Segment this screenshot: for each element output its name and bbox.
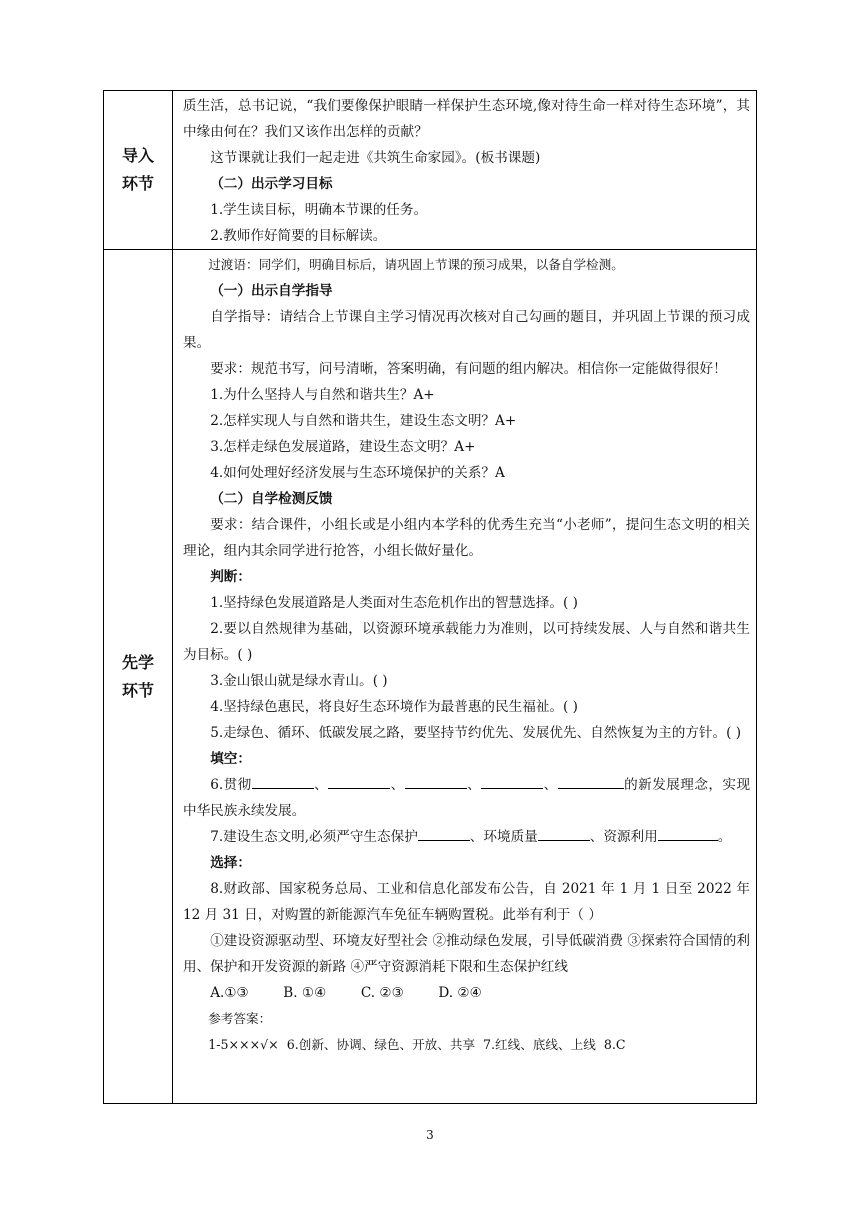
row-intro [104,91,757,250]
blank [405,773,467,789]
fill7-text: 、环境质量 [469,829,538,845]
question-8-choices: A.①③ B. ①④ C. ②③ D. ②④ [210,985,482,1001]
intro-topic: 这节课就让我们一起走进《共筑生命家园》。(板书课题) [210,150,541,166]
blank [658,825,718,841]
row-label-selfstudy [104,250,173,1104]
judge-1: 1.坚持绿色发展道路是人类面对生态危机作出的智慧选择。( ) [210,595,578,611]
choice-title: 选择： [210,855,251,871]
judge-2: 2.要以自然规律为基础，以资源环境承载能力为准则，以可持续发展、人与自然和谐共生为目标。( ) [183,621,750,663]
judge-3: 3.金山银山就是绿水青山。( ) [210,673,388,689]
row-label-intro [104,91,173,250]
goal-1: 1.学生读目标，明确本节课的任务。 [210,202,428,218]
transition-text: 过渡语：同学们，明确目标后，请巩固上节课的预习成果，以备自学检测。 [208,257,624,272]
requirement-2: 要求：结合课件，小组长或是小组内本学科的优秀生充当“小老师”，提问生态文明的相关理论，组内其余同学进行抢答，小组长做好量化。 [183,517,750,559]
question-4: 4.如何处理好经济发展与生态环境保护的关系？A [210,465,505,481]
guide-text: 自学指导：请结合上节课自主学习情况再次核对自己勾画的题目，并巩固上节课的预习成果。 [183,309,750,351]
label-line2: 环节 [121,680,154,700]
question-8-options: ①建设资源驱动型、环境友好型社会 ②推动绿色发展，引导低碳消费 ③探索符合国情的利用、保护和开发资源的新路 ④严守资源消耗下限和生态保护红线 [183,933,750,975]
label-line1: 先学 [121,652,154,672]
fill6-prefix: 6.贯彻 [210,777,252,793]
label-line2: 环节 [121,174,154,193]
judge-5: 5.走绿色、循环、低碳发展之路，要坚持节约优先、发展优先、自然恢复为主的方针。( ) [210,725,742,741]
judge-4: 4.坚持绿色惠民，将良好生态环境作为最普惠的民生福祉。( ) [210,699,578,715]
fill7-text: 。 [717,829,732,845]
heading-goals: （二）出示学习目标 [210,176,333,192]
blank [252,773,314,789]
fill7-text: 7.建设生态文明,必须严守生态保护 [210,829,418,845]
fill6-separator: 、 [313,777,329,793]
fill7-text: 、资源利用 [589,829,658,845]
goal-2: 2.教师作好简要的目标解读。 [210,228,387,244]
fill6-separator: 、 [466,777,482,793]
row-content-intro [173,91,757,250]
intro-paragraph: 质生活，总书记说，“我们要像保护眼睛一样保护生态环境,像对待生命一样对待生态环境”，其中缘由何在？我们又该作出怎样的贡献？ [183,98,750,140]
blank [558,773,624,789]
lesson-table [103,90,757,1104]
heading-guide: （一）出示自学指导 [210,283,333,299]
judge-title: 判断： [210,569,251,585]
blank [481,773,543,789]
fill6-suffix: 的新发展理念，实现中华民族永续发展。 [183,777,751,819]
blank [418,825,470,841]
question-1: 1.为什么坚持人与自然和谐共生？A+ [210,387,435,403]
fill6-separator: 、 [390,777,405,793]
answer-title: 参考答案： [208,1011,272,1026]
row-content-selfstudy [173,250,757,1104]
fill-7 [183,824,750,850]
page-number: 3 [426,1128,434,1142]
question-3: 3.怎样走绿色发展道路，建设生态文明？A+ [210,439,476,455]
row-selfstudy [104,250,757,1104]
fill-title: 填空： [210,751,251,767]
answer-key: 1-5×××√× 6.创新、协调、绿色、开放、共享 7.红线、底线、上线 8.C [208,1037,626,1052]
fill-6 [183,772,750,824]
blank [328,773,390,789]
question-2: 2.怎样实现人与自然和谐共生，建设生态文明？A+ [210,413,517,429]
blank [538,825,590,841]
question-8: 8.财政部、国家税务总局、工业和信息化部发布公告，自 2021 年 1 月 1 日至 2022 年 12 月 31 日，对购置的新能源汽车免征车辆购置税。此举有利于（ ） [183,881,750,923]
heading-feedback: （二）自学检测反馈 [210,491,333,507]
requirement-1: 要求：规范书写，问号清晰，答案明确，有问题的组内解决。相信你一定能做得很好！ [210,361,727,377]
fill6-separator: 、 [543,777,558,793]
label-line1: 导入 [121,146,154,165]
